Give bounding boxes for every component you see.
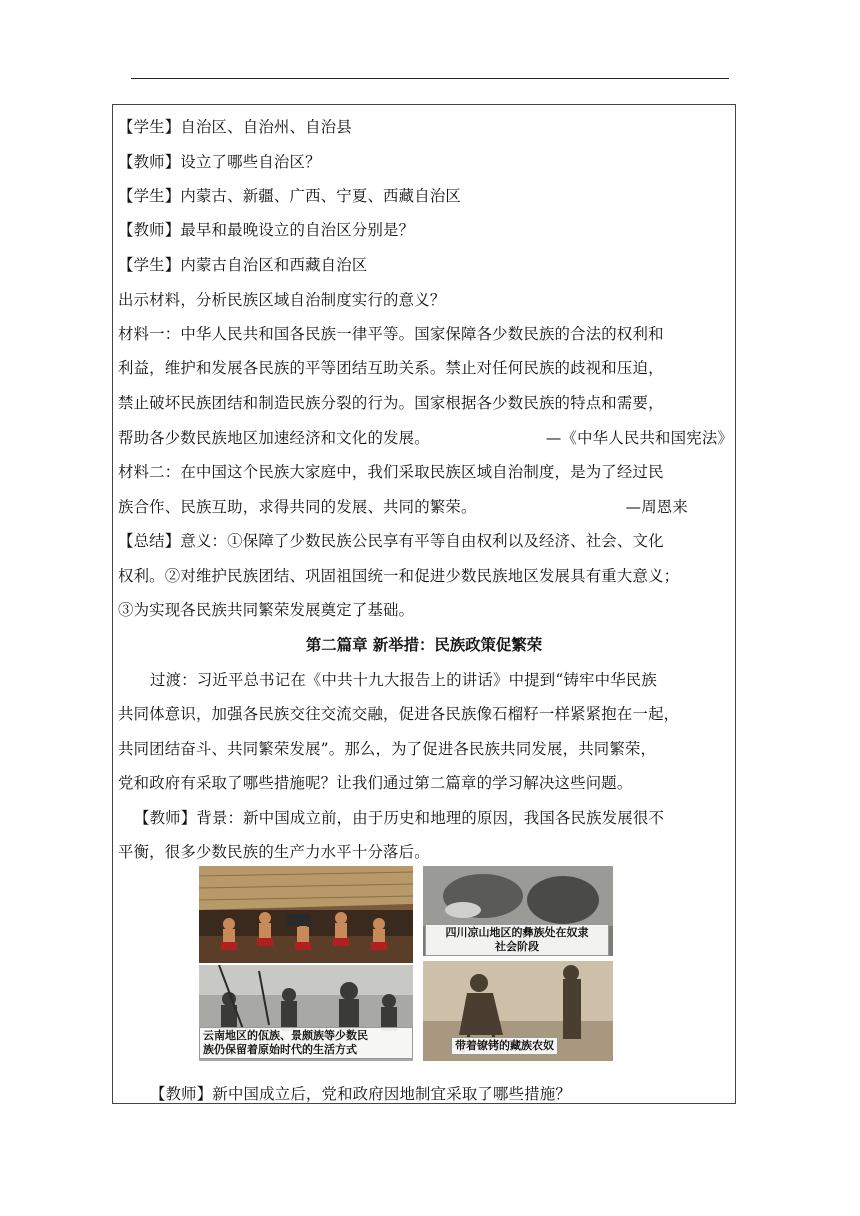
chapter-heading: 第二篇章 新举措：民族政策促繁荣 [305, 636, 543, 654]
summary-line: 权利。②对维护民族团结、巩固祖国统一和促进少数民族地区发展具有重大意义； [118, 567, 680, 585]
caption-wa-jingpo: 云南地区的佤族、景颇族等少数民 族仍保留着原始时代的生活方式 [199, 1027, 413, 1059]
material-two-line: 材料二：在中国这个民族大家庭中，我们采取民族区域自治制度，是为了经过民 [118, 463, 664, 481]
material-one-source: —《中华人民共和国宪法》 [545, 429, 733, 447]
photo-yi-slave-society [423, 866, 613, 956]
transition-line: 共同团结奋斗、共同繁荣发展”。那么，为了促进各民族共同发展，共同繁荣， [118, 740, 657, 758]
material-two-line [118, 497, 688, 517]
material-one-line: 利益，维护和发展各民族的平等团结互助关系。禁止对任何民族的歧视和压迫， [118, 359, 664, 377]
photo-wa-jingpo [199, 965, 413, 1061]
summary-line: 【总结】意义：①保障了少数民族公民享有平等自由权利以及经济、社会、文化 [118, 532, 664, 550]
prompt-line: 出示材料，分析民族区域自治制度实行的意义？ [118, 291, 446, 309]
transition-line: 共同体意识，加强各民族交往交流交融，促进各民族像石榴籽一样紧紧抱在一起， [118, 705, 680, 723]
dialogue-line: 【学生】内蒙古、新疆、广西、宁夏、西藏自治区 [118, 187, 461, 205]
caption-tibetan-serf: 带着镣铐的藏族农奴 [451, 1037, 558, 1055]
transition-line: 党和政府有采取了哪些措施呢？让我们通过第二篇章的学习解决这些问题。 [118, 774, 633, 792]
photo-dancers [199, 866, 413, 963]
background-line: 平衡，很多少数民族的生产力水平十分落后。 [118, 843, 430, 861]
background-line: 【教师】背景：新中国成立前，由于历史和地理的原因，我国各民族发展很不 [134, 809, 665, 827]
material-one-line: 材料一：中华人民共和国各民族一律平等。国家保障各少数民族的合法的权利和 [118, 325, 664, 343]
material-two-text: 族合作、民族互助，求得共同的发展、共同的繁荣。 [118, 498, 477, 516]
teacher-question-line: 【教师】新中国成立后，党和政府因地制宜采取了哪些措施？ [150, 1085, 571, 1103]
summary-line: ③为实现各民族共同繁荣发展奠定了基础。 [118, 601, 415, 619]
caption-yi: 四川凉山地区的彝族处在奴隶 社会阶段 [425, 924, 609, 956]
header-rule [131, 78, 729, 79]
dialogue-line: 【学生】自治区、自治州、自治县 [118, 118, 352, 136]
material-one-text: 帮助各少数民族地区加速经济和文化的发展。 [118, 429, 430, 447]
dialogue-line: 【教师】最早和最晚设立的自治区分别是？ [118, 221, 415, 239]
photo-tibetan-serf [423, 961, 613, 1061]
material-one-line: 禁止破坏民族团结和制造民族分裂的行为。国家根据各少数民族的特点和需要， [118, 394, 664, 412]
material-one-line [118, 428, 733, 448]
material-two-source: —周恩来 [625, 498, 688, 516]
dialogue-line: 【学生】内蒙古自治区和西藏自治区 [118, 256, 368, 274]
transition-line: 过渡：习近平总书记在《中共十九大报告上的讲话》中提到“铸牢中华民族 [150, 671, 657, 689]
dialogue-line: 【教师】设立了哪些自治区？ [118, 153, 321, 171]
historical-photo-collage [199, 866, 613, 1061]
